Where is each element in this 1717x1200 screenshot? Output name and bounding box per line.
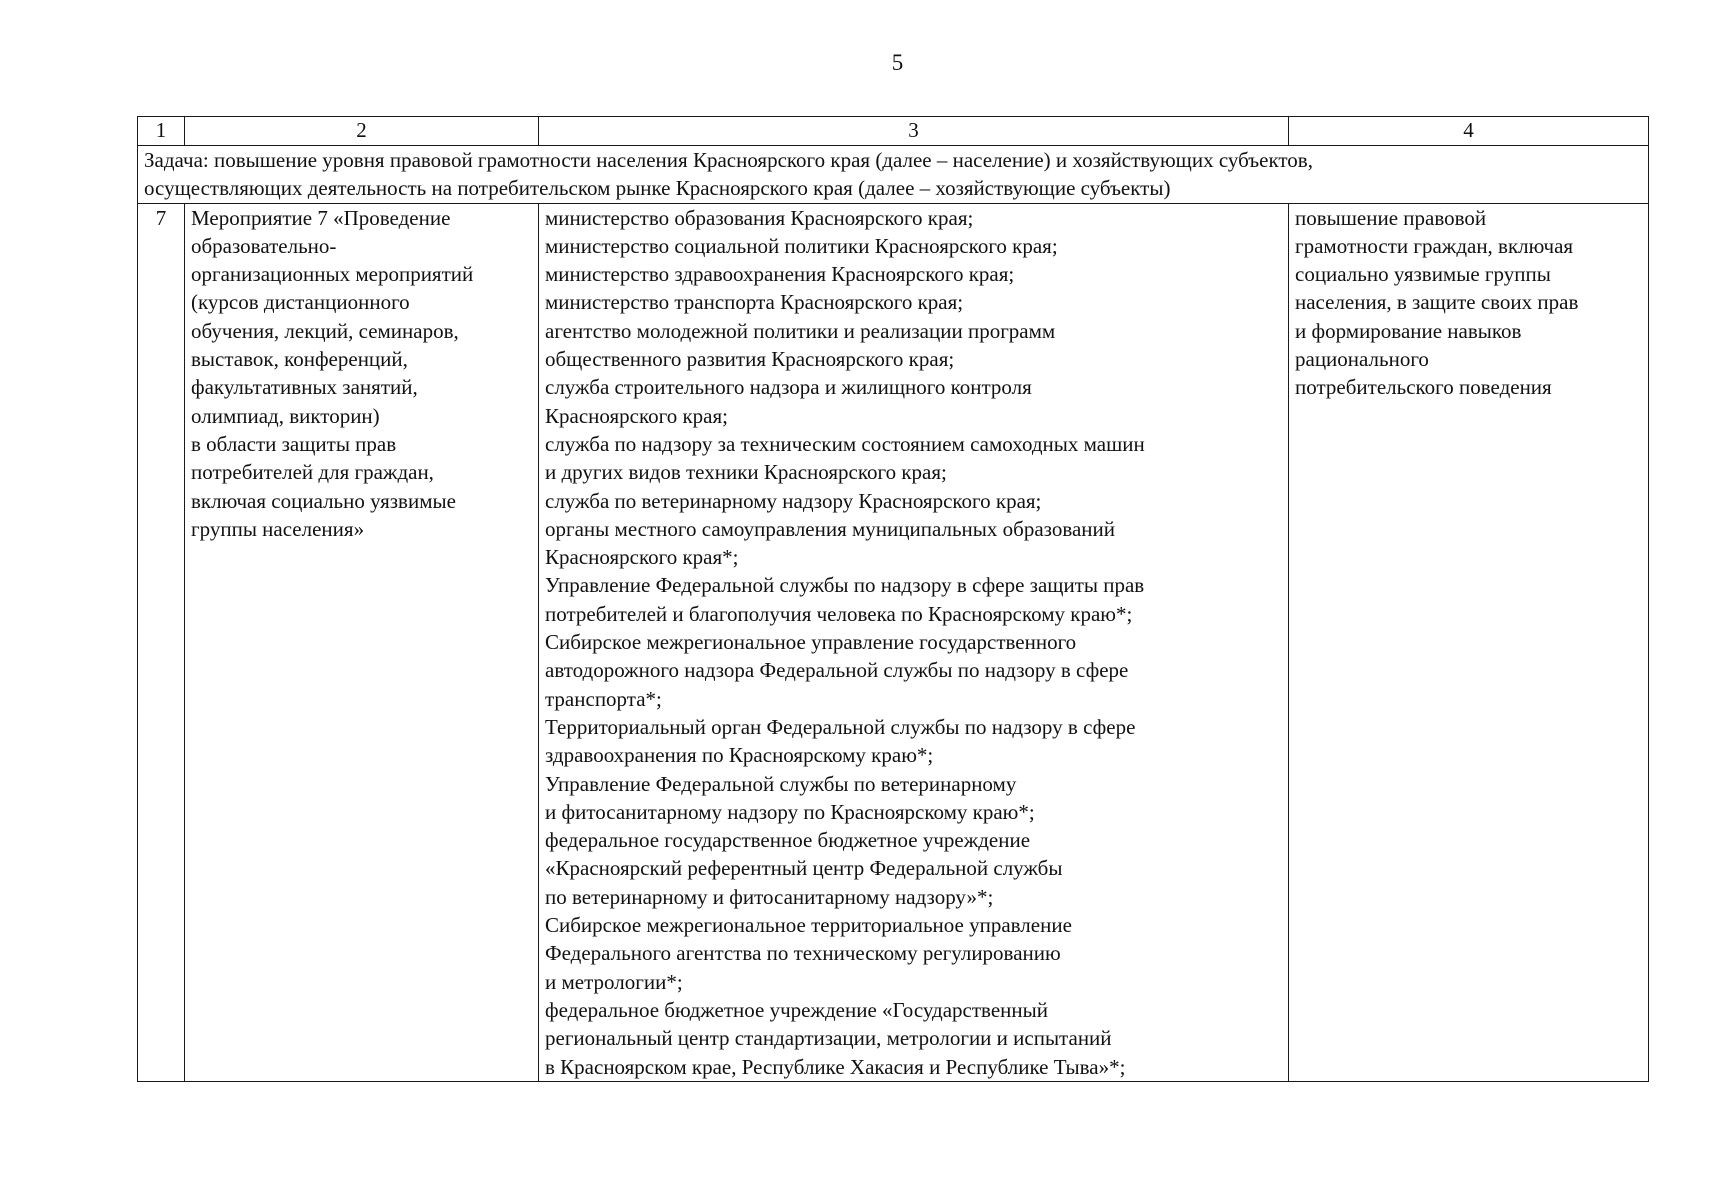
header-col-4: 4 — [1289, 117, 1649, 146]
activity-cell — [185, 203, 539, 1081]
text-line: служба по надзору за техническим состоянием самоходных машин — [545, 431, 1145, 456]
text-line: и других видов техники Красноярского края; — [545, 460, 947, 485]
header-col-1: 1 — [138, 117, 185, 146]
text-line: здравоохранения по Красноярскому краю*; — [545, 743, 934, 768]
text-line: Управление Федеральной службы по надзору в сфере защиты прав — [545, 573, 1145, 598]
text-line: Территориальный орган Федеральной службы по надзору в сфере — [545, 714, 1136, 739]
text-line: потребителей и благополучия человека по Красноярскому краю*; — [545, 601, 1133, 626]
header-col-3: 3 — [539, 117, 1289, 146]
row-number: 7 — [138, 203, 185, 1081]
text-line: организационных мероприятий — [191, 262, 474, 287]
text-line: общественного развития Красноярского края; — [545, 347, 955, 372]
text-line: министерство образования Красноярского края; — [545, 205, 974, 230]
text-line: транспорта*; — [545, 686, 662, 711]
activity-text — [191, 204, 532, 544]
text-line: в области защиты прав — [191, 431, 397, 456]
text-line: рационального — [1295, 347, 1429, 372]
text-line: образовательно- — [191, 233, 337, 258]
text-line: в Красноярском крае, Республике Хакасия и Республике Тыва»*; — [545, 1054, 1126, 1079]
text-line: Федерального агентства по техническому регулированию — [545, 941, 1061, 966]
text-line: «Красноярский референтный центр Федеральной службы — [545, 856, 1063, 881]
result-text — [1295, 204, 1642, 402]
task-cell — [138, 146, 1649, 204]
text-line: по ветеринарному и фитосанитарному надзору»*; — [545, 884, 994, 909]
text-line: факультативных занятий, — [191, 375, 418, 400]
text-line: и фитосанитарному надзору по Красноярскому краю*; — [545, 799, 1035, 824]
text-line: и метрологии*; — [545, 969, 683, 994]
text-line: социально уязвимые группы — [1295, 262, 1551, 287]
text-line: Управление Федеральной службы по ветеринарному — [545, 771, 1017, 796]
text-line: федеральное государственное бюджетное учреждение — [545, 828, 1031, 853]
executors-text — [545, 204, 1282, 1081]
text-line: Красноярского края; — [545, 403, 728, 428]
text-line: автодорожного надзора Федеральной службы по надзору в сфере — [545, 658, 1129, 683]
executors-cell — [539, 203, 1289, 1081]
text-line: служба строительного надзора и жилищного контроля — [545, 375, 1032, 400]
text-line: региональный центр стандартизации, метрологии и испытаний — [545, 1026, 1112, 1051]
text-line: потребителей для граждан, — [191, 460, 434, 485]
task-row — [138, 146, 1649, 204]
text-line: служба по ветеринарному надзору Красноярского края; — [545, 488, 1042, 513]
text-line: Сибирское межрегиональное управление государственного — [545, 630, 1077, 655]
text-line: грамотности граждан, включая — [1295, 233, 1574, 258]
text-line: (курсов дистанционного — [191, 290, 410, 315]
text-line: осуществляющих деятельность на потребительском рынке Красноярского края (далее – хозяйствующие субъекты) — [144, 176, 1171, 201]
text-line: включая социально уязвимые — [191, 488, 456, 513]
text-line: и формирование навыков — [1295, 318, 1522, 343]
task-text — [144, 146, 1642, 203]
header-row — [138, 117, 1649, 146]
table-row — [138, 203, 1649, 1081]
text-line: федеральное бюджетное учреждение «Государственный — [545, 997, 1048, 1022]
page-number: 5 — [891, 50, 904, 75]
text-line: выставок, конференций, — [191, 347, 408, 372]
text-line: повышение правовой — [1295, 205, 1487, 230]
activities-table — [137, 116, 1649, 1082]
text-line: олимпиад, викторин) — [191, 403, 380, 428]
header-col-2: 2 — [185, 117, 539, 146]
text-line: Задача: повышение уровня правовой грамотности населения Красноярского края (далее – население) и хозяйствующих субъектов, — [144, 148, 1313, 172]
text-line: министерство здравоохранения Красноярского края; — [545, 262, 1015, 287]
text-line: населения, в защите своих прав — [1295, 290, 1579, 315]
text-line: министерство социальной политики Красноярского края; — [545, 233, 1058, 258]
text-line: Мероприятие 7 «Проведение — [191, 205, 451, 230]
text-line: потребительского поведения — [1295, 375, 1552, 400]
result-cell — [1289, 203, 1649, 1081]
text-line: Сибирское межрегиональное территориальное управление — [545, 913, 1072, 938]
text-line: министерство транспорта Красноярского края; — [545, 290, 964, 315]
text-line: агентство молодежной политики и реализации программ — [545, 318, 1056, 343]
text-line: Красноярского края*; — [545, 545, 739, 570]
text-line: обучения, лекций, семинаров, — [191, 318, 459, 343]
text-line: группы населения» — [191, 516, 365, 541]
text-line: органы местного самоуправления муниципальных образований — [545, 516, 1116, 541]
